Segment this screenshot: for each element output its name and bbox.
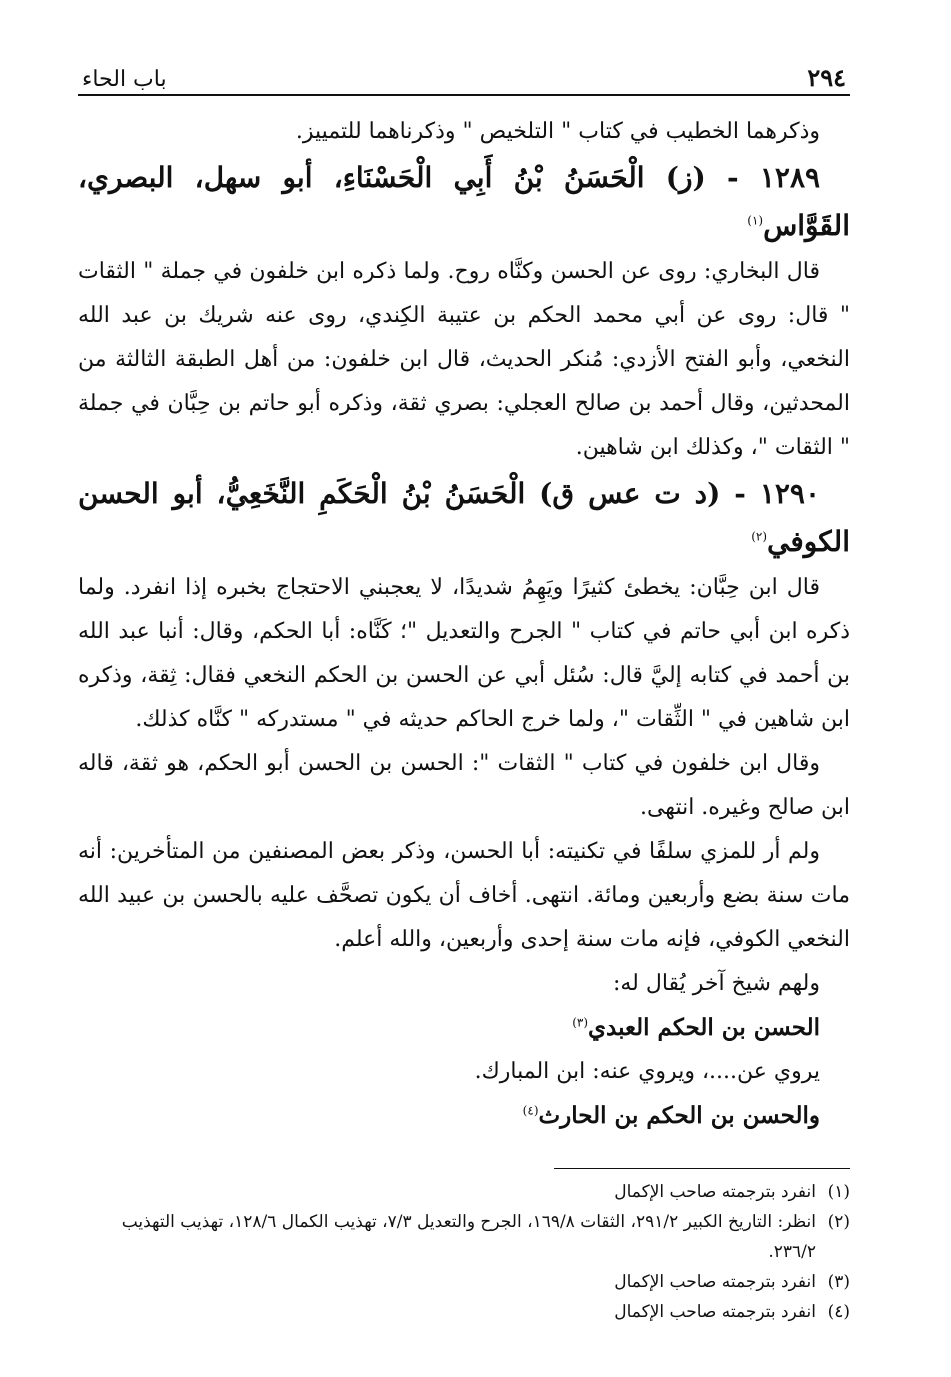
entry-heading-1289	[78, 154, 850, 250]
footnote-number: (١)	[827, 1182, 850, 1202]
page-number: ٢٩٤	[807, 63, 846, 92]
footnotes	[78, 1177, 850, 1327]
entry-body-paragraph: ولم أر للمزي سلفًا في تكنيته: أبا الحسن، وذكر بعض المصنفين من المتأخرين: أنه مات سنة بضع وأربعين ومائة. انتهى. أخاف أن يكون تصحَّف عليه بالحسن بن عبيد الله النخعي الكوفي، فإنه مات سنة إحدى وأربعين، والله أعلم.	[78, 839, 850, 952]
footnote-text: انفرد بترجمته صاحب الإكمال	[614, 1182, 816, 1202]
entry-body-paragraph: ولهم شيخ آخر يُقال له:	[612, 971, 820, 996]
entry-body-paragraph: يروي عن....، ويروي عنه: ابن المبارك.	[474, 1059, 820, 1084]
footnote-item	[78, 1177, 850, 1207]
running-title: باب الحاء	[82, 67, 167, 92]
entry-body-1290: قال ابن حِبَّان: يخطئ كثيرًا ويَهِمُ شديدًا، لا يعجبني الاحتجاج بخبره إذا انفرد. ولما ذكره ابن أبي حاتم في كتاب " الجرح والتعديل "؛ كَنَّاه: أبا الحكم، وقال: أنبا عبد الله بن أحمد في كتابه إليَّ قال: سُئل أبي عن الحسن بن الحكم النخعي فقال: ثِقة، وذكره ابن شاهين في " الثِّقات "، ولما خرج الحاكم حديثه في " مستدركه " كنَّاه كذلك.	[78, 575, 850, 732]
footnote-item	[78, 1207, 850, 1267]
footnote-number: (٤)	[827, 1302, 850, 1322]
book-page	[78, 52, 850, 1327]
footnote-marker: (٢)	[751, 529, 768, 544]
entry-heading-1290	[78, 470, 850, 566]
footnote-marker: (١)	[747, 213, 764, 228]
entry-body-paragraph: وقال ابن خلفون في كتاب " الثقات ": الحسن بن الحسن أبو الحكم، هو ثقة، قاله ابن صالح وغيره. انتهى.	[78, 751, 850, 820]
footnote-divider	[554, 1168, 850, 1169]
footnote-item	[78, 1267, 850, 1297]
entry-heading-text: ١٢٩٠ - (د ت عس ق) الْحَسَنُ بْنُ الْحَكَمِ النَّخَعِيُّ، أبو الحسن الكوفي	[78, 477, 850, 558]
page-body	[78, 110, 850, 1138]
sub-entry-name	[78, 1094, 850, 1138]
footnote-number: (٢)	[827, 1212, 850, 1232]
entry-body-1289: قال البخاري: روى عن الحسن وكنَّاه روح. ولما ذكره ابن خلفون في جملة " الثقات " قال: روى عن أبي محمد الحكم بن عتيبة الكِندي، روى عنه شريك بن عبد الله النخعي، وأبو الفتح الأزدي: مُنكر الحديث، قال ابن خلفون: من أهل الطبقة الثالثة من المحدثين، وقال أحمد بن صالح العجلي: بصري ثقة، وذكره أبو حاتم بن حِبَّان في جملة " الثقات "، وكذلك ابن شاهين.	[78, 259, 850, 460]
page-header	[78, 52, 850, 96]
sub-entry-name-text: والحسن بن الحكم بن الحارث	[538, 1102, 820, 1129]
footnote-text: انفرد بترجمته صاحب الإكمال	[614, 1272, 816, 1292]
footnote-text: انظر: التاريخ الكبير ٢٩١/٢، الثقات ١٦٩/٨، الجرح والتعديل ٧/٣، تهذيب الكمال ١٢٨/٦، تهذيب التهذيب ٢٣٦/٢.	[121, 1212, 816, 1262]
sub-entry-name	[78, 1006, 850, 1050]
footnote-marker: (٣)	[572, 1015, 589, 1030]
sub-entry-name-text: الحسن بن الحكم العبدي	[588, 1014, 820, 1041]
footnote-text: انفرد بترجمته صاحب الإكمال	[614, 1302, 816, 1322]
paragraph-intro: وذكرهما الخطيب في كتاب " التلخيص " وذكرناهما للتمييز.	[295, 119, 820, 144]
footnote-item	[78, 1297, 850, 1327]
footnote-marker: (٤)	[522, 1103, 539, 1118]
entry-heading-text: ١٢٨٩ - (ز) الْحَسَنُ بْنُ أَبِي الْحَسْنَاءِ، أبو سهل، البصري، القَوَّاس	[78, 161, 850, 242]
footnote-number: (٣)	[827, 1272, 850, 1292]
